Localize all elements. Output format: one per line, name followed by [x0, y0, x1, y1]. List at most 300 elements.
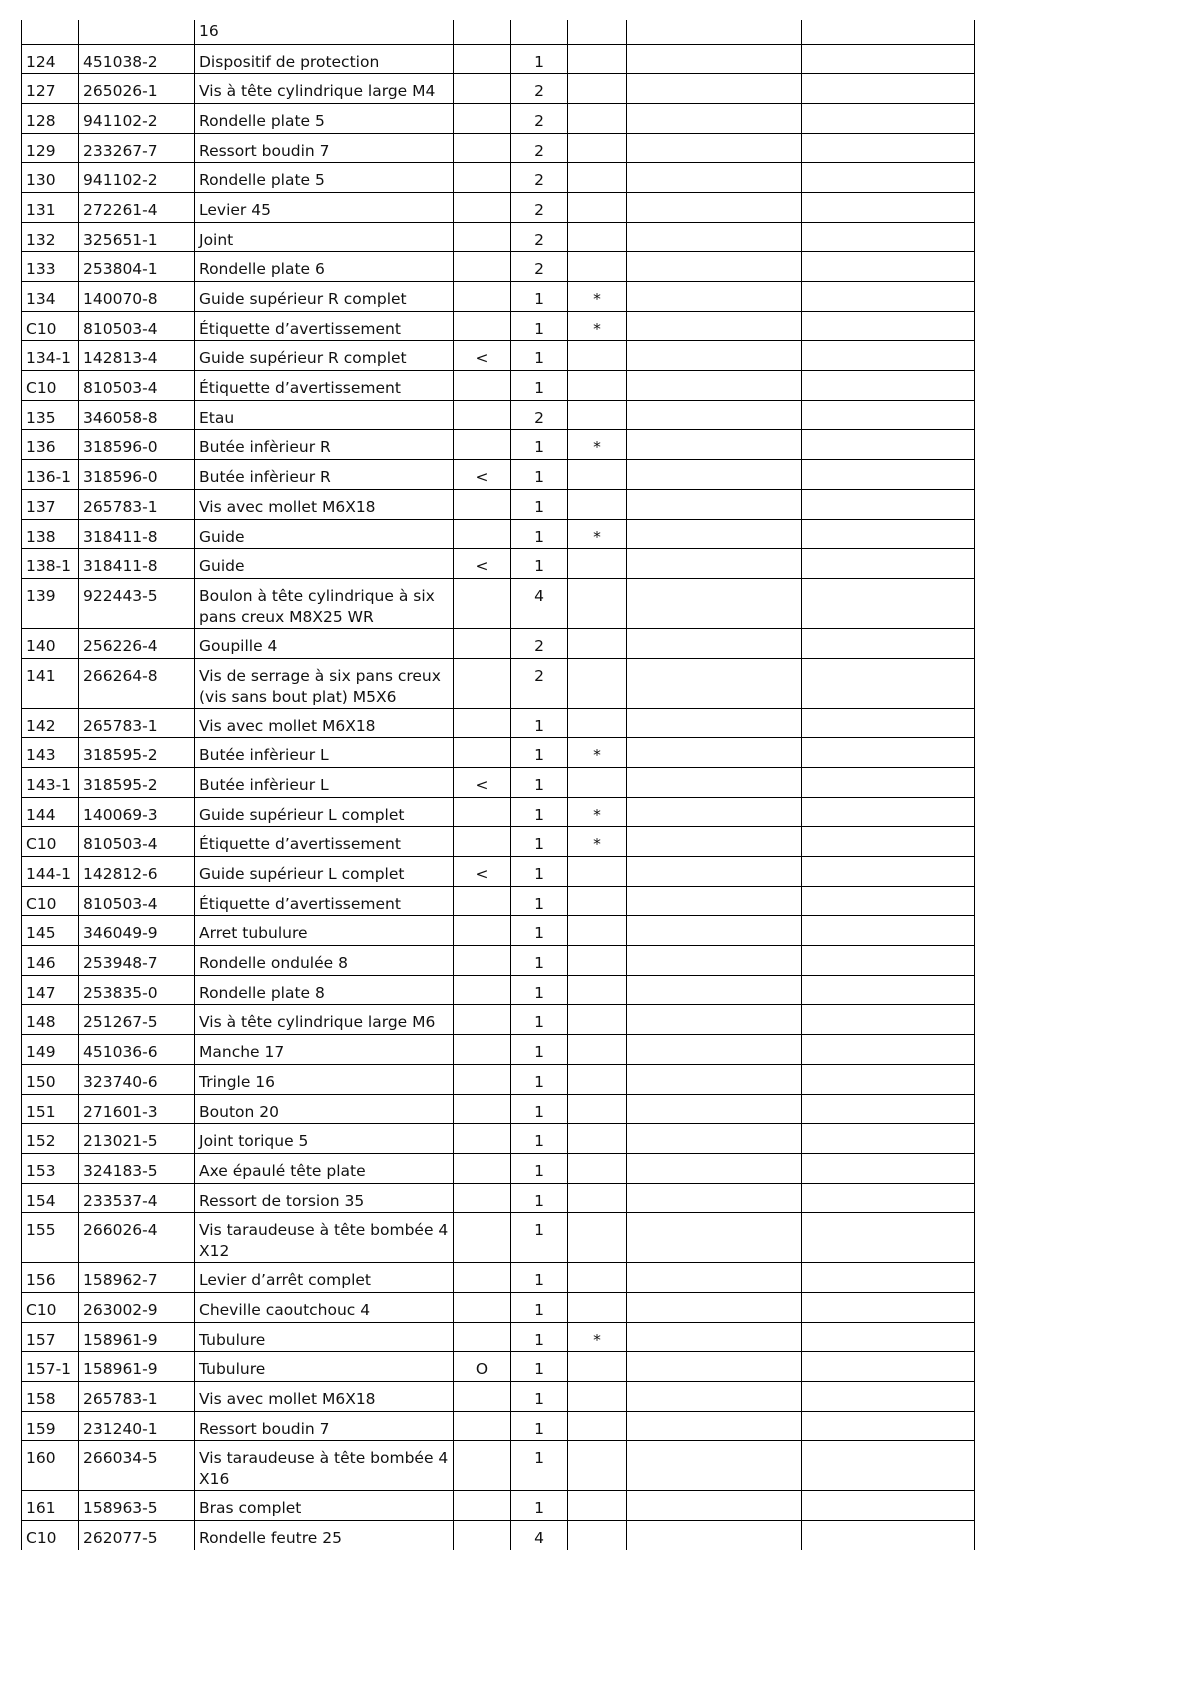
empty-column-cell: [802, 1005, 975, 1035]
table-row: [22, 1382, 975, 1412]
part-number-cell: 158961-9: [79, 1352, 195, 1382]
empty-column-cell: [627, 20, 802, 44]
description-cell: Ressort de torsion 35: [195, 1183, 454, 1213]
part-number-cell: 253948-7: [79, 946, 195, 976]
empty-column-cell: [802, 1441, 975, 1491]
empty-column-cell: [627, 767, 802, 797]
part-number-cell: 233537-4: [79, 1183, 195, 1213]
note-cell: [454, 103, 511, 133]
table-row: [22, 519, 975, 549]
mark-cell: [568, 708, 627, 738]
note-cell: [454, 1491, 511, 1521]
mark-cell: [568, 1411, 627, 1441]
mark-cell: *: [568, 430, 627, 460]
empty-column-cell: [627, 430, 802, 460]
part-number-cell: 233267-7: [79, 133, 195, 163]
note-cell: [454, 708, 511, 738]
empty-column-cell: [802, 1521, 975, 1551]
mark-cell: *: [568, 738, 627, 768]
note-cell: [454, 400, 511, 430]
empty-column-cell: [802, 1491, 975, 1521]
quantity-cell: 1: [511, 519, 568, 549]
table-row: [22, 708, 975, 738]
description-cell: Rondelle ondulée 8: [195, 946, 454, 976]
item-number-cell: 133: [22, 252, 79, 282]
note-cell: [454, 1213, 511, 1263]
quantity-cell: 2: [511, 163, 568, 193]
quantity-cell: 2: [511, 400, 568, 430]
note-cell: [454, 827, 511, 857]
empty-column-cell: [627, 658, 802, 708]
quantity-cell: 1: [511, 1005, 568, 1035]
part-number-cell: 318596-0: [79, 430, 195, 460]
mark-cell: [568, 916, 627, 946]
item-number-cell: 136: [22, 430, 79, 460]
note-cell: [454, 74, 511, 104]
empty-column-cell: [802, 74, 975, 104]
note-cell: [454, 20, 511, 44]
mark-cell: [568, 886, 627, 916]
description-cell: Vis avec mollet M6X18: [195, 489, 454, 519]
quantity-cell: 1: [511, 797, 568, 827]
empty-column-cell: [802, 252, 975, 282]
description-cell: Arret tubulure: [195, 916, 454, 946]
empty-column-cell: [627, 1521, 802, 1551]
table-row: [22, 222, 975, 252]
part-number-cell: 263002-9: [79, 1292, 195, 1322]
quantity-cell: 2: [511, 133, 568, 163]
empty-column-cell: [802, 1263, 975, 1293]
item-number-cell: 142: [22, 708, 79, 738]
mark-cell: [568, 549, 627, 579]
description-cell: Cheville caoutchouc 4: [195, 1292, 454, 1322]
part-number-cell: 265783-1: [79, 708, 195, 738]
item-number-cell: 138-1: [22, 549, 79, 579]
empty-column-cell: [627, 1094, 802, 1124]
empty-column-cell: [627, 946, 802, 976]
empty-column-cell: [802, 311, 975, 341]
empty-column-cell: [802, 578, 975, 628]
description-cell: Rondelle plate 8: [195, 975, 454, 1005]
description-cell: Étiquette d’avertissement: [195, 371, 454, 401]
table-row: [22, 975, 975, 1005]
quantity-cell: 1: [511, 1322, 568, 1352]
description-cell: Rondelle plate 5: [195, 163, 454, 193]
quantity-cell: 2: [511, 74, 568, 104]
empty-column-cell: [802, 738, 975, 768]
note-cell: [454, 1094, 511, 1124]
empty-column-cell: [627, 519, 802, 549]
description-cell: Rondelle plate 6: [195, 252, 454, 282]
note-cell: [454, 163, 511, 193]
description-cell: Étiquette d’avertissement: [195, 886, 454, 916]
table-row: [22, 1153, 975, 1183]
empty-column-cell: [802, 549, 975, 579]
quantity-cell: 1: [511, 549, 568, 579]
description-cell: Vis avec mollet M6X18: [195, 708, 454, 738]
empty-column-cell: [802, 946, 975, 976]
empty-column-cell: [802, 400, 975, 430]
item-number-cell: 147: [22, 975, 79, 1005]
mark-cell: [568, 44, 627, 74]
item-number-cell: 129: [22, 133, 79, 163]
description-cell: Guide: [195, 549, 454, 579]
table-row: [22, 1352, 975, 1382]
empty-column-cell: [627, 797, 802, 827]
part-number-cell: 140070-8: [79, 282, 195, 312]
table-row: [22, 341, 975, 371]
mark-cell: [568, 1263, 627, 1293]
empty-column-cell: [802, 1064, 975, 1094]
note-cell: [454, 738, 511, 768]
mark-cell: [568, 1124, 627, 1154]
part-number-cell: 810503-4: [79, 827, 195, 857]
part-number-cell: 140069-3: [79, 797, 195, 827]
item-number-cell: [22, 20, 79, 44]
mark-cell: [568, 857, 627, 887]
empty-column-cell: [627, 1411, 802, 1441]
empty-column-cell: [627, 1263, 802, 1293]
mark-cell: [568, 133, 627, 163]
description-cell: Axe épaulé tête plate: [195, 1153, 454, 1183]
empty-column-cell: [802, 371, 975, 401]
empty-column-cell: [802, 460, 975, 490]
quantity-cell: 2: [511, 628, 568, 658]
item-number-cell: C10: [22, 311, 79, 341]
description-cell: Vis taraudeuse à tête bombée 4X12: [195, 1213, 454, 1263]
quantity-cell: 2: [511, 222, 568, 252]
mark-cell: [568, 1352, 627, 1382]
empty-column-cell: [802, 519, 975, 549]
mark-cell: [568, 1213, 627, 1263]
empty-column-cell: [802, 163, 975, 193]
mark-cell: [568, 1005, 627, 1035]
empty-column-cell: [627, 738, 802, 768]
quantity-cell: 1: [511, 44, 568, 74]
mark-cell: *: [568, 797, 627, 827]
item-number-cell: 127: [22, 74, 79, 104]
quantity-cell: 1: [511, 857, 568, 887]
mark-cell: [568, 489, 627, 519]
description-cell: Vis avec mollet M6X18: [195, 1382, 454, 1412]
part-number-cell: 266264-8: [79, 658, 195, 708]
empty-column-cell: [627, 1382, 802, 1412]
note-cell: <: [454, 460, 511, 490]
part-number-cell: 318595-2: [79, 738, 195, 768]
part-number-cell: 346058-8: [79, 400, 195, 430]
empty-column-cell: [627, 708, 802, 738]
empty-column-cell: [627, 1035, 802, 1065]
description-cell: Manche 17: [195, 1035, 454, 1065]
part-number-cell: 810503-4: [79, 371, 195, 401]
table-row: [22, 1124, 975, 1154]
empty-column-cell: [627, 133, 802, 163]
item-number-cell: 141: [22, 658, 79, 708]
description-cell: Levier d’arrêt complet: [195, 1263, 454, 1293]
description-cell: Guide supérieur R complet: [195, 341, 454, 371]
empty-column-cell: [802, 827, 975, 857]
note-cell: [454, 222, 511, 252]
description-cell: Rondelle feutre 25: [195, 1521, 454, 1551]
empty-column-cell: [802, 767, 975, 797]
table-row: [22, 1064, 975, 1094]
mark-cell: [568, 371, 627, 401]
note-cell: [454, 1035, 511, 1065]
table-row: [22, 400, 975, 430]
part-number-cell: 318411-8: [79, 549, 195, 579]
item-number-cell: 152: [22, 1124, 79, 1154]
description-cell: Levier 45: [195, 192, 454, 222]
empty-column-cell: [802, 133, 975, 163]
table-row: [22, 1263, 975, 1293]
mark-cell: [568, 1441, 627, 1491]
empty-column-cell: [627, 163, 802, 193]
part-number-cell: 271601-3: [79, 1094, 195, 1124]
note-cell: [454, 519, 511, 549]
description-cell: Bouton 20: [195, 1094, 454, 1124]
mark-cell: [568, 946, 627, 976]
quantity-cell: 1: [511, 282, 568, 312]
description-cell: Joint: [195, 222, 454, 252]
mark-cell: [568, 1491, 627, 1521]
note-cell: <: [454, 549, 511, 579]
empty-column-cell: [802, 282, 975, 312]
table-row: [22, 658, 975, 708]
empty-column-cell: [802, 916, 975, 946]
description-cell: Étiquette d’avertissement: [195, 311, 454, 341]
quantity-cell: 1: [511, 1441, 568, 1491]
item-number-cell: 157: [22, 1322, 79, 1352]
empty-column-cell: [802, 20, 975, 44]
table-row: [22, 460, 975, 490]
table-row: [22, 430, 975, 460]
note-cell: [454, 371, 511, 401]
note-cell: O: [454, 1352, 511, 1382]
empty-column-cell: [627, 975, 802, 1005]
part-number-cell: 158963-5: [79, 1491, 195, 1521]
table-row: [22, 738, 975, 768]
empty-column-cell: [802, 1411, 975, 1441]
empty-column-cell: [802, 1352, 975, 1382]
mark-cell: *: [568, 827, 627, 857]
table-row: [22, 1322, 975, 1352]
table-row: [22, 1441, 975, 1491]
quantity-cell: 1: [511, 827, 568, 857]
part-number-cell: 323740-6: [79, 1064, 195, 1094]
quantity-cell: 1: [511, 916, 568, 946]
mark-cell: [568, 222, 627, 252]
empty-column-cell: [802, 103, 975, 133]
description-cell: Joint torique 5: [195, 1124, 454, 1154]
table-row: [22, 767, 975, 797]
table-row: [22, 1005, 975, 1035]
quantity-cell: 1: [511, 1064, 568, 1094]
table-row: [22, 20, 975, 44]
mark-cell: [568, 400, 627, 430]
table-row: [22, 946, 975, 976]
mark-cell: [568, 1292, 627, 1322]
description-cell: Vis à tête cylindrique large M4: [195, 74, 454, 104]
quantity-cell: 1: [511, 341, 568, 371]
empty-column-cell: [627, 400, 802, 430]
item-number-cell: 154: [22, 1183, 79, 1213]
part-number-cell: 265026-1: [79, 74, 195, 104]
table-row: [22, 1035, 975, 1065]
mark-cell: [568, 103, 627, 133]
empty-column-cell: [627, 192, 802, 222]
empty-column-cell: [627, 222, 802, 252]
empty-column-cell: [627, 311, 802, 341]
mark-cell: [568, 460, 627, 490]
note-cell: [454, 1153, 511, 1183]
quantity-cell: 4: [511, 1521, 568, 1551]
note-cell: [454, 1124, 511, 1154]
note-cell: [454, 282, 511, 312]
table-row: [22, 282, 975, 312]
note-cell: [454, 975, 511, 1005]
empty-column-cell: [627, 1005, 802, 1035]
empty-column-cell: [802, 222, 975, 252]
empty-column-cell: [627, 1292, 802, 1322]
quantity-cell: 1: [511, 1263, 568, 1293]
empty-column-cell: [627, 460, 802, 490]
quantity-cell: 1: [511, 975, 568, 1005]
part-number-cell: 158962-7: [79, 1263, 195, 1293]
mark-cell: [568, 1094, 627, 1124]
quantity-cell: 2: [511, 658, 568, 708]
quantity-cell: 2: [511, 103, 568, 133]
mark-cell: [568, 578, 627, 628]
mark-cell: [568, 192, 627, 222]
empty-column-cell: [802, 430, 975, 460]
empty-column-cell: [802, 1183, 975, 1213]
description-cell: Ressort boudin 7: [195, 133, 454, 163]
part-number-cell: 266026-4: [79, 1213, 195, 1263]
empty-column-cell: [802, 628, 975, 658]
note-cell: [454, 628, 511, 658]
note-cell: [454, 1183, 511, 1213]
description-cell: Rondelle plate 5: [195, 103, 454, 133]
note-cell: [454, 133, 511, 163]
item-number-cell: 134-1: [22, 341, 79, 371]
item-number-cell: C10: [22, 827, 79, 857]
part-number-cell: 318595-2: [79, 767, 195, 797]
quantity-cell: 2: [511, 252, 568, 282]
quantity-cell: 1: [511, 946, 568, 976]
note-cell: [454, 252, 511, 282]
table-row: [22, 163, 975, 193]
part-number-cell: 451036-6: [79, 1035, 195, 1065]
part-number-cell: 318411-8: [79, 519, 195, 549]
part-number-cell: 324183-5: [79, 1153, 195, 1183]
empty-column-cell: [802, 1322, 975, 1352]
note-cell: [454, 658, 511, 708]
part-number-cell: 142813-4: [79, 341, 195, 371]
part-number-cell: [79, 20, 195, 44]
table-row: [22, 489, 975, 519]
empty-column-cell: [802, 489, 975, 519]
item-number-cell: 131: [22, 192, 79, 222]
empty-column-cell: [627, 1491, 802, 1521]
empty-column-cell: [802, 857, 975, 887]
table-row: [22, 311, 975, 341]
description-cell: Butée infèrieur L: [195, 738, 454, 768]
item-number-cell: 130: [22, 163, 79, 193]
quantity-cell: 1: [511, 1153, 568, 1183]
note-cell: [454, 1263, 511, 1293]
quantity-cell: [511, 20, 568, 44]
empty-column-cell: [802, 1382, 975, 1412]
item-number-cell: 137: [22, 489, 79, 519]
part-number-cell: 941102-2: [79, 163, 195, 193]
table-row: [22, 74, 975, 104]
mark-cell: *: [568, 1322, 627, 1352]
empty-column-cell: [802, 1124, 975, 1154]
empty-column-cell: [627, 74, 802, 104]
note-cell: [454, 1382, 511, 1412]
mark-cell: *: [568, 519, 627, 549]
empty-column-cell: [802, 1035, 975, 1065]
item-number-cell: 150: [22, 1064, 79, 1094]
item-number-cell: 158: [22, 1382, 79, 1412]
mark-cell: *: [568, 311, 627, 341]
item-number-cell: 149: [22, 1035, 79, 1065]
quantity-cell: 1: [511, 1382, 568, 1412]
quantity-cell: 1: [511, 1352, 568, 1382]
item-number-cell: 153: [22, 1153, 79, 1183]
table-row: [22, 628, 975, 658]
part-number-cell: 941102-2: [79, 103, 195, 133]
part-number-cell: 142812-6: [79, 857, 195, 887]
table-row: [22, 1213, 975, 1263]
mark-cell: [568, 1153, 627, 1183]
part-number-cell: 266034-5: [79, 1441, 195, 1491]
note-cell: <: [454, 341, 511, 371]
description-cell: Guide supérieur L complet: [195, 797, 454, 827]
mark-cell: [568, 252, 627, 282]
empty-column-cell: [802, 1153, 975, 1183]
quantity-cell: 2: [511, 192, 568, 222]
note-cell: [454, 797, 511, 827]
mark-cell: [568, 163, 627, 193]
mark-cell: [568, 1382, 627, 1412]
empty-column-cell: [627, 371, 802, 401]
item-number-cell: 148: [22, 1005, 79, 1035]
table-row: [22, 1094, 975, 1124]
table-row: [22, 857, 975, 887]
table-row: [22, 1521, 975, 1551]
empty-column-cell: [627, 1153, 802, 1183]
part-number-cell: 253804-1: [79, 252, 195, 282]
mark-cell: [568, 20, 627, 44]
part-number-cell: 251267-5: [79, 1005, 195, 1035]
mark-cell: [568, 74, 627, 104]
empty-column-cell: [627, 252, 802, 282]
part-number-cell: 256226-4: [79, 628, 195, 658]
item-number-cell: 155: [22, 1213, 79, 1263]
empty-column-cell: [627, 857, 802, 887]
description-cell: Ressort boudin 7: [195, 1411, 454, 1441]
empty-column-cell: [802, 708, 975, 738]
item-number-cell: 138: [22, 519, 79, 549]
item-number-cell: C10: [22, 1521, 79, 1551]
note-cell: [454, 946, 511, 976]
description-cell: Tringle 16: [195, 1064, 454, 1094]
quantity-cell: 1: [511, 1094, 568, 1124]
part-number-cell: 231240-1: [79, 1411, 195, 1441]
table-row: [22, 1411, 975, 1441]
note-cell: [454, 1005, 511, 1035]
